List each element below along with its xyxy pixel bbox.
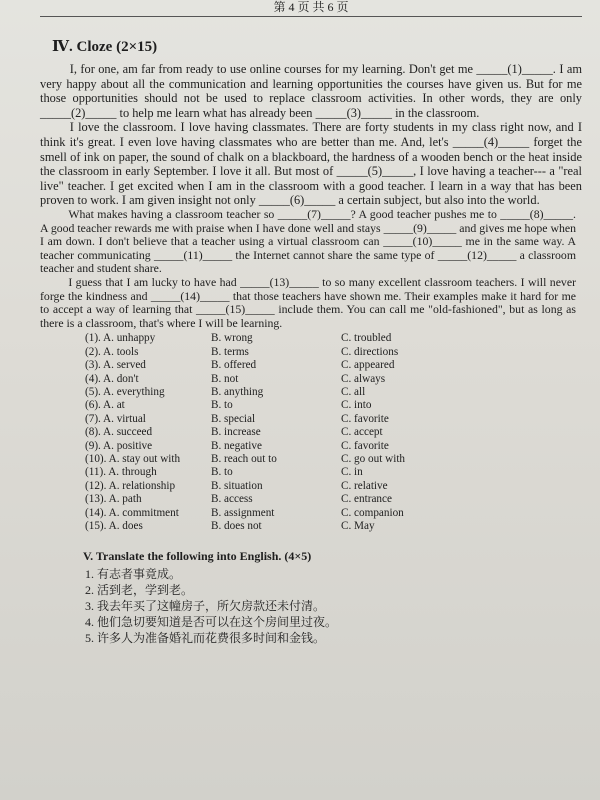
option-row	[85, 373, 582, 386]
option-c: C. accept	[341, 426, 383, 439]
option-b: B. assignment	[211, 506, 275, 519]
translation-item: 1. 有志者事竟成。	[85, 567, 182, 582]
translation-section	[40, 549, 582, 646]
option-c: C. May	[341, 519, 375, 532]
option-row	[85, 386, 582, 399]
option-row	[85, 440, 582, 453]
option-c: C. appeared	[341, 359, 395, 372]
option-row	[85, 359, 582, 372]
option-row	[85, 453, 582, 466]
option-a: (14). A. commitment	[85, 506, 179, 519]
option-c: C. relative	[341, 479, 388, 492]
option-c: C. entrance	[341, 493, 392, 506]
translation-item: 2. 活到老，学到老。	[85, 583, 194, 598]
option-a: (1). A. unhappy	[85, 332, 156, 345]
option-b: B. access	[211, 493, 253, 506]
passage-paragraph-2: I love the classroom. I love having classmates. There are forty students in my class right now, and I think it's great. I even love having classmates who are better than me. And, let's _____(4)_____ forget the smell of ink on paper, the sound of chalk on a blackboard, the hardness of a wooden bench or the heat inside the classroom in early September. I love it all. But most of _____(5)_____, I love having a teacher--- a "real live" teacher. I get excited when I am in the classroom with a good teacher. I learn in a way that has been proven to work. I am given insight not only _____(6)_____ a certain subject, but also into the world.	[40, 120, 582, 208]
option-b: B. to	[211, 466, 233, 479]
option-a: (9). A. positive	[85, 439, 153, 452]
option-c: C. directions	[341, 345, 399, 358]
option-b: B. reach out to	[211, 452, 277, 465]
translation-items	[85, 566, 582, 646]
option-a: (4). A. don't	[85, 372, 139, 385]
option-b: B. not	[211, 372, 239, 385]
option-row	[85, 413, 582, 426]
option-row	[85, 480, 582, 493]
option-row	[85, 466, 582, 479]
cloze-section-title: Ⅳ. Cloze (2×15)	[52, 39, 158, 55]
option-b: B. does not	[211, 519, 262, 532]
option-c: C. in	[341, 466, 363, 479]
option-row	[85, 520, 582, 533]
option-c: C. favorite	[341, 412, 389, 425]
option-b: B. increase	[211, 426, 261, 439]
translation-section-title: V. Translate the following into English. (4×5)	[83, 549, 312, 564]
option-row	[85, 332, 582, 345]
cloze-passage	[40, 62, 582, 330]
option-row	[85, 399, 582, 412]
option-b: B. offered	[211, 359, 257, 372]
cloze-options-list	[85, 332, 582, 533]
passage-paragraph-4: I guess that I am lucky to have had _____(13)_____ to so many excellent classroom teachers. I will never forge the kindness and _____(14)_____ that those teachers have shown me. Their examples make it hard for me to accept a way of learning that _____(15)_____ include them. You can call me "old-fashioned", but as long as there is a classroom, that's where I will be learning.	[40, 274, 576, 330]
option-a: (7). A. virtual	[85, 412, 146, 425]
passage-paragraph-3: What makes having a classroom teacher so _____(7)_____? A good teacher pushes me to _____(8)_____. A good teacher rewards me with praise when I have done well and stays _____(9)_____ and gives me hope when I am down. I don't believe that a teacher using a virtual classroom can _____(10)_____ me in the same way. A teacher communicating _____(11)_____ the Internet cannot share the same type of _____(12)_____ a classroom teacher and student share.	[40, 206, 576, 276]
translation-item: 3. 我去年买了这幢房子，所欠房款还未付清。	[85, 599, 326, 614]
option-a: (12). A. relationship	[85, 479, 176, 492]
option-c: C. go out with	[341, 452, 406, 465]
option-c: C. favorite	[341, 439, 389, 452]
translation-item: 5. 许多人为准备婚礼而花费很多时间和金钱。	[85, 631, 326, 646]
option-a: (3). A. served	[85, 359, 146, 372]
option-a: (10). A. stay out with	[85, 452, 181, 465]
page-number-header: 第 4 页 共 6 页	[40, 0, 582, 17]
option-a: (13). A. path	[85, 493, 142, 506]
option-a: (6). A. at	[85, 399, 125, 412]
option-b: B. to	[211, 399, 233, 412]
option-c: C. always	[341, 372, 386, 385]
option-c: C. all	[341, 385, 366, 398]
option-a: (5). A. everything	[85, 385, 165, 398]
option-row	[85, 493, 582, 506]
option-b: B. special	[211, 412, 256, 425]
option-b: B. situation	[211, 479, 263, 492]
option-a: (2). A. tools	[85, 345, 139, 358]
translation-item: 4. 他们急切要知道是否可以在这个房间里过夜。	[85, 615, 338, 630]
option-b: B. wrong	[211, 332, 253, 345]
option-c: C. troubled	[341, 332, 392, 345]
option-b: B. negative	[211, 439, 262, 452]
option-row	[85, 507, 582, 520]
option-b: B. anything	[211, 385, 264, 398]
option-c: C. companion	[341, 506, 404, 519]
passage-paragraph-1: I, for one, am far from ready to use online courses for my learning. Don't get me _____(1)_____. I am very happy about all the communication and learning opportunities the courses have given us. But for me those opportunities should not be used to replace classroom activities. In other words, they are only _____(2)_____ to help me learn what has already been _____(3)_____ in the classroom.	[40, 62, 582, 120]
option-a: (15). A. does	[85, 519, 143, 532]
option-a: (8). A. succeed	[85, 426, 153, 439]
option-b: B. terms	[211, 345, 249, 358]
option-a: (11). A. through	[85, 466, 157, 479]
option-row	[85, 426, 582, 439]
option-row	[85, 346, 582, 359]
option-c: C. into	[341, 399, 372, 412]
